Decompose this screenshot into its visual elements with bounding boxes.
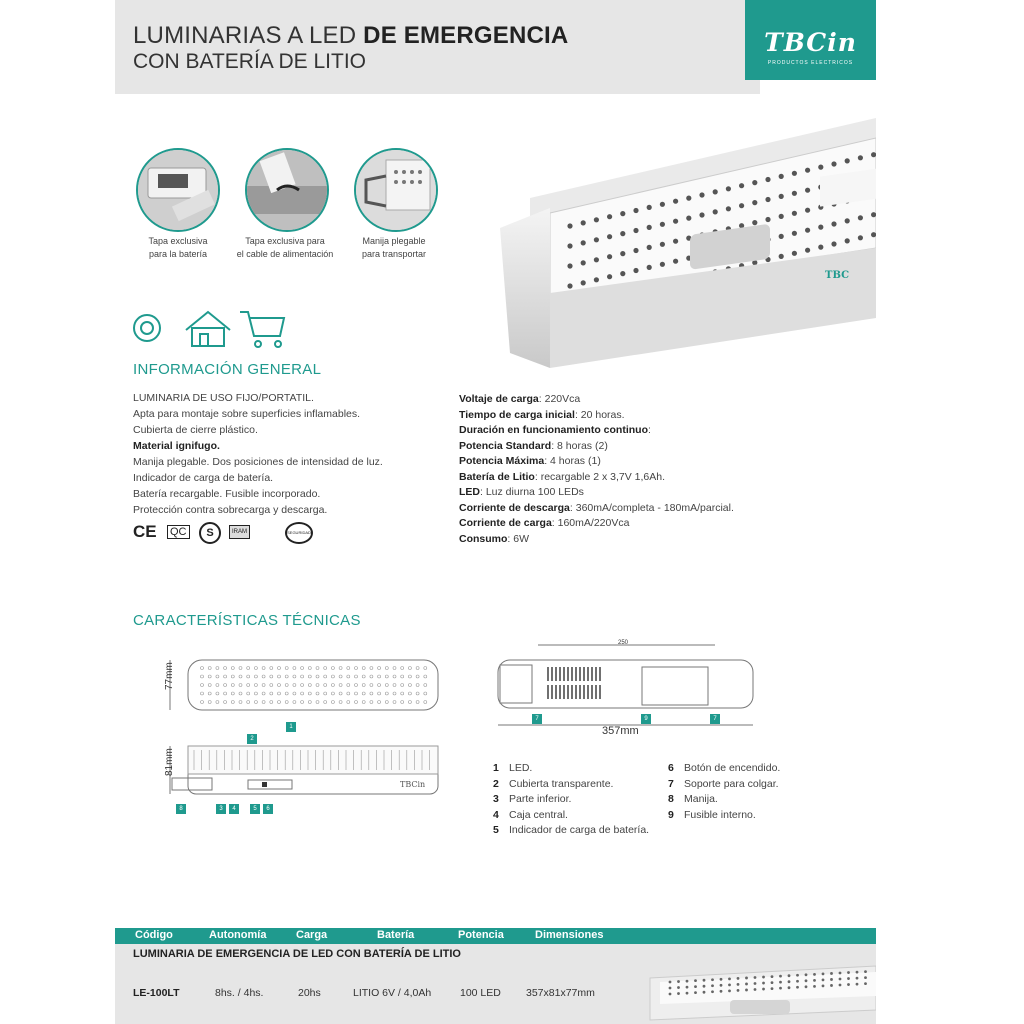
spec-value: : 360mA/completa - 180mA/parcial. bbox=[569, 501, 734, 514]
table-led-dot bbox=[677, 992, 680, 995]
spec-label: Tiempo de carga inicial bbox=[459, 408, 575, 421]
led-dot bbox=[699, 212, 704, 217]
handle-illustration bbox=[356, 150, 436, 230]
legend-text: Botón de encendido. bbox=[684, 762, 781, 774]
spec-value: : 160mA/220Vca bbox=[551, 517, 630, 529]
table-led-dot bbox=[762, 988, 765, 991]
side-height-label: 81mm bbox=[164, 748, 175, 776]
led-dot bbox=[805, 248, 810, 253]
legend-text: Manija. bbox=[684, 793, 718, 805]
table-led-dot bbox=[771, 987, 774, 990]
marker-5: 5 bbox=[250, 804, 260, 814]
table-led-dot bbox=[805, 979, 808, 982]
table-led-dot bbox=[822, 973, 825, 976]
led-dot bbox=[779, 254, 784, 259]
led-dot bbox=[660, 262, 665, 267]
table-led-dot bbox=[856, 977, 859, 980]
table-led-dot bbox=[856, 983, 859, 986]
general-info-line: Manija plegable. Dos posiciones de intensidad de luz. bbox=[133, 456, 383, 468]
product-photo bbox=[490, 98, 876, 370]
spec-label: Duración en funcionamiento continuo bbox=[459, 424, 648, 436]
led-dot bbox=[726, 206, 731, 211]
logo-subtitle: PRODUCTOS ELECTRICOS bbox=[767, 60, 854, 66]
general-info-line: Batería recargable. Fusible incorporado. bbox=[133, 488, 321, 500]
cable-cover-photo bbox=[245, 148, 329, 232]
legend-item bbox=[668, 808, 848, 824]
table-led-dot bbox=[745, 983, 748, 986]
table-led-dot bbox=[822, 979, 825, 982]
table-led-dot bbox=[839, 984, 842, 987]
table-led-dot bbox=[796, 986, 799, 989]
led-dot bbox=[831, 161, 836, 166]
led-dot bbox=[607, 274, 612, 279]
legend-text: Parte inferior. bbox=[509, 793, 572, 805]
led-dot bbox=[871, 212, 876, 217]
marker-2: 2 bbox=[247, 734, 257, 744]
spec-item bbox=[459, 501, 859, 517]
led-dot bbox=[779, 174, 784, 179]
led-dot bbox=[594, 277, 599, 282]
spec-label: Consumo bbox=[459, 532, 508, 545]
table-led-dot bbox=[669, 987, 672, 990]
legend-item bbox=[493, 777, 673, 793]
table-led-dot bbox=[839, 978, 842, 981]
led-dot bbox=[858, 155, 863, 160]
feature-caption-1: Tapa exclusiva para la batería bbox=[148, 236, 208, 259]
marker-4: 4 bbox=[229, 804, 239, 814]
led-dot bbox=[779, 194, 784, 199]
table-led-dot bbox=[669, 981, 672, 984]
logo-text: TBCin bbox=[764, 28, 857, 57]
led-dot bbox=[792, 171, 797, 176]
led-dot bbox=[792, 231, 797, 236]
led-dot bbox=[871, 232, 876, 237]
col-codigo: Código bbox=[135, 929, 173, 941]
marker-8: 8 bbox=[176, 804, 186, 814]
page-title: LUMINARIAS A LED DE EMERGENCIA bbox=[133, 22, 569, 49]
spec-item bbox=[459, 454, 859, 470]
general-info-line: Material ignifugo. bbox=[133, 440, 220, 452]
spec-item bbox=[459, 439, 859, 455]
table-led-dot bbox=[788, 986, 791, 989]
table-led-dot bbox=[813, 979, 816, 982]
table-led-dot bbox=[754, 988, 757, 991]
led-dot bbox=[871, 152, 876, 157]
legend-item bbox=[493, 823, 673, 839]
led-dot bbox=[831, 221, 836, 226]
marker-7-left: 7 bbox=[532, 714, 542, 724]
table-led-dot bbox=[771, 975, 774, 978]
table-led-dot bbox=[720, 990, 723, 993]
spec-value: : Luz diurna 100 LEDs bbox=[480, 486, 584, 498]
led-dot bbox=[594, 237, 599, 242]
led-dot bbox=[647, 205, 652, 210]
led-dot bbox=[660, 202, 665, 207]
cell-autonomia: 8hs. / 4hs. bbox=[215, 987, 264, 999]
spec-label: Potencia Máxima bbox=[459, 455, 545, 467]
spec-label: LED bbox=[459, 486, 480, 498]
led-dot bbox=[845, 158, 850, 163]
front-side-drawings bbox=[140, 650, 450, 840]
led-dot bbox=[647, 245, 652, 250]
led-dot bbox=[581, 220, 586, 225]
table-led-dot bbox=[703, 991, 706, 994]
led-dot bbox=[581, 240, 586, 245]
table-led-dot bbox=[830, 978, 833, 981]
led-dot bbox=[660, 242, 665, 247]
led-dot bbox=[620, 271, 625, 276]
marker-6: 6 bbox=[263, 804, 273, 814]
spec-value: : 4 horas (1) bbox=[544, 455, 601, 467]
led-dot bbox=[818, 245, 823, 250]
table-led-dot bbox=[796, 980, 799, 983]
cell-carga: 20hs bbox=[298, 987, 321, 999]
table-led-dot bbox=[771, 981, 774, 984]
led-dot bbox=[686, 196, 691, 201]
width-label: 357mm bbox=[602, 725, 639, 737]
led-dot bbox=[779, 234, 784, 239]
table-led-dot bbox=[728, 989, 731, 992]
table-led-dot bbox=[711, 978, 714, 981]
table-led-dot bbox=[745, 989, 748, 992]
battery-cover-illustration bbox=[138, 150, 218, 230]
led-dot bbox=[673, 219, 678, 224]
legend-right bbox=[668, 761, 848, 823]
table-led-dot bbox=[813, 973, 816, 976]
icon-row bbox=[130, 308, 290, 350]
marker-9: 9 bbox=[641, 714, 651, 724]
led-dot bbox=[699, 192, 704, 197]
table-led-dot bbox=[737, 977, 740, 980]
table-led-dot bbox=[788, 974, 791, 977]
legend-left bbox=[493, 761, 673, 839]
legend-number: 6 bbox=[668, 762, 674, 774]
spec-value: : 6W bbox=[507, 532, 530, 545]
led-dot bbox=[581, 260, 586, 265]
home-icon bbox=[186, 312, 230, 346]
led-dot bbox=[620, 251, 625, 256]
table-led-dot bbox=[779, 987, 782, 990]
legend-item bbox=[668, 792, 848, 808]
col-bateria: Batería bbox=[377, 929, 415, 941]
spec-item bbox=[459, 485, 859, 501]
general-info-line: Indicador de carga de batería. bbox=[133, 472, 274, 484]
spec-item bbox=[459, 516, 859, 532]
legend-number: 2 bbox=[493, 777, 499, 790]
table-led-dot bbox=[864, 976, 867, 979]
legend-number: 1 bbox=[493, 762, 499, 774]
led-dot bbox=[567, 223, 572, 228]
led-dot bbox=[858, 215, 863, 220]
table-led-dot bbox=[728, 977, 731, 980]
cell-bateria: LITIO 6V / 4,0Ah bbox=[353, 987, 432, 999]
col-carga: Carga bbox=[296, 929, 328, 941]
table-led-dot bbox=[822, 985, 825, 988]
led-dot bbox=[765, 197, 770, 202]
general-info-line: Apta para montaje sobre superficies inflamables. bbox=[133, 408, 361, 420]
legend-text: Soporte para colgar. bbox=[684, 777, 779, 790]
battery-cover-photo bbox=[136, 148, 220, 232]
led-dot bbox=[726, 186, 731, 191]
led-dot bbox=[845, 238, 850, 243]
col-dimensiones: Dimensiones bbox=[535, 929, 604, 941]
front-height-label: 77mm bbox=[164, 662, 175, 690]
handle-photo bbox=[354, 148, 438, 232]
feature-caption-2: Tapa exclusiva para el cable de alimentación bbox=[236, 236, 334, 259]
led-dot bbox=[607, 254, 612, 259]
spec-value: : recargable 2 x 3,7V 1,6Ah. bbox=[534, 470, 666, 483]
s-mark: S bbox=[199, 522, 221, 544]
col-potencia: Potencia bbox=[458, 929, 504, 941]
led-dot bbox=[647, 265, 652, 270]
spec-item bbox=[459, 392, 859, 408]
table-led-dot bbox=[864, 970, 867, 973]
table-led-dot bbox=[788, 980, 791, 983]
table-led-dot bbox=[669, 993, 672, 996]
legend-number: 4 bbox=[493, 808, 499, 821]
led-dot bbox=[633, 228, 638, 233]
cell-dimensiones: 357x81x77mm bbox=[526, 987, 595, 999]
table-led-dot bbox=[720, 978, 723, 981]
marker-3: 3 bbox=[216, 804, 226, 814]
table-header bbox=[115, 928, 876, 944]
general-info-line: Protección contra sobrecarga y descarga. bbox=[133, 504, 328, 516]
table-led-dot bbox=[686, 992, 689, 995]
table-led-dot bbox=[694, 979, 697, 982]
led-dot bbox=[594, 257, 599, 262]
led-dot bbox=[673, 199, 678, 204]
gear-icon bbox=[134, 315, 160, 341]
qc-mark: QC bbox=[167, 525, 190, 539]
back-drawing bbox=[490, 635, 770, 745]
legend-text: Cubierta transparente. bbox=[509, 777, 614, 790]
led-dot bbox=[567, 283, 572, 288]
led-dot bbox=[845, 218, 850, 223]
table-led-dot bbox=[805, 973, 808, 976]
hole-distance-label: 250 bbox=[618, 640, 629, 646]
legend-item bbox=[668, 761, 848, 777]
spec-value: : 220Vca bbox=[538, 393, 581, 405]
table-product-photo bbox=[640, 960, 876, 1024]
table-subtitle: LUMINARIA DE EMERGENCIA DE LED CON BATERÍA DE LITIO bbox=[133, 948, 461, 960]
technical-heading: CARACTERÍSTICAS TÉCNICAS bbox=[133, 612, 361, 629]
spec-item bbox=[459, 532, 859, 548]
feature-caption-3: Manija plegable para transportar bbox=[361, 236, 427, 259]
legend-text: LED. bbox=[509, 762, 533, 774]
led-dot bbox=[779, 214, 784, 219]
marker-1: 1 bbox=[286, 722, 296, 732]
spec-list bbox=[459, 392, 859, 547]
led-dot bbox=[660, 222, 665, 227]
general-info-list bbox=[133, 390, 433, 518]
cable-cover-illustration bbox=[247, 150, 327, 230]
table-led-dot bbox=[847, 971, 850, 974]
led-dot bbox=[792, 211, 797, 216]
table-led-dot bbox=[856, 971, 859, 974]
table-led-dot bbox=[779, 981, 782, 984]
led-dot bbox=[647, 225, 652, 230]
table-led-dot bbox=[796, 974, 799, 977]
cell-codigo: LE-100LT bbox=[133, 987, 180, 999]
led-dot bbox=[673, 259, 678, 264]
table-led-dot bbox=[711, 990, 714, 993]
spec-label: Voltaje de carga bbox=[459, 393, 539, 405]
led-dot bbox=[805, 208, 810, 213]
iram-mark: IRAM bbox=[229, 525, 250, 539]
table-led-dot bbox=[813, 985, 816, 988]
table-led-dot bbox=[694, 985, 697, 988]
legend-item bbox=[493, 808, 673, 824]
led-dot bbox=[765, 217, 770, 222]
legend-item bbox=[668, 777, 848, 793]
table-led-dot bbox=[830, 984, 833, 987]
spec-item bbox=[459, 408, 859, 424]
certification-logos bbox=[133, 522, 333, 544]
table-led-dot bbox=[847, 983, 850, 986]
led-dot bbox=[831, 241, 836, 246]
spec-label: Potencia Standard bbox=[459, 439, 552, 452]
led-dot bbox=[713, 189, 718, 194]
table-led-dot bbox=[686, 980, 689, 983]
led-dot bbox=[739, 183, 744, 188]
brand-logo bbox=[745, 0, 876, 80]
led-dot bbox=[607, 234, 612, 239]
led-dot bbox=[805, 168, 810, 173]
led-dot bbox=[818, 225, 823, 230]
spec-item bbox=[459, 470, 859, 486]
led-dot bbox=[818, 165, 823, 170]
led-dot bbox=[633, 268, 638, 273]
cart-icon bbox=[240, 312, 284, 347]
led-dot bbox=[673, 239, 678, 244]
led-dot bbox=[752, 200, 757, 205]
table-led-dot bbox=[728, 983, 731, 986]
table-led-dot bbox=[754, 982, 757, 985]
led-dot bbox=[713, 209, 718, 214]
spec-label: Corriente de descarga bbox=[459, 501, 570, 514]
led-dot bbox=[581, 280, 586, 285]
legend-number: 7 bbox=[668, 777, 674, 790]
table-led-dot bbox=[703, 985, 706, 988]
table-led-dot bbox=[830, 972, 833, 975]
led-dot bbox=[633, 248, 638, 253]
spec-value: : 20 horas. bbox=[574, 408, 625, 421]
safety-mark: SEGURIDAD bbox=[285, 522, 313, 544]
led-dot bbox=[620, 231, 625, 236]
led-dot bbox=[752, 180, 757, 185]
general-info-line: Cubierta de cierre plástico. bbox=[133, 424, 258, 436]
table-led-dot bbox=[779, 975, 782, 978]
table-led-dot bbox=[754, 976, 757, 979]
led-dot bbox=[858, 235, 863, 240]
legend-item bbox=[493, 792, 673, 808]
legend-text: Caja central. bbox=[509, 808, 568, 821]
table-led-dot bbox=[677, 986, 680, 989]
table-led-dot bbox=[737, 983, 740, 986]
led-dot bbox=[607, 214, 612, 219]
spec-item bbox=[459, 423, 859, 439]
table-led-dot bbox=[737, 989, 740, 992]
table-led-dot bbox=[694, 991, 697, 994]
table-led-dot bbox=[720, 984, 723, 987]
led-dot bbox=[567, 243, 572, 248]
table-led-dot bbox=[864, 982, 867, 985]
marker-7-right: 7 bbox=[710, 714, 720, 724]
led-dot bbox=[739, 203, 744, 208]
cell-potencia: 100 LED bbox=[460, 987, 501, 999]
table-led-dot bbox=[762, 976, 765, 979]
legend-number: 3 bbox=[493, 793, 499, 805]
led-dot bbox=[620, 211, 625, 216]
table-led-dot bbox=[847, 977, 850, 980]
table-led-dot bbox=[805, 985, 808, 988]
legend-number: 9 bbox=[668, 808, 674, 821]
col-autonomia: Autonomía bbox=[209, 929, 267, 941]
table-led-dot bbox=[711, 984, 714, 987]
led-dot bbox=[792, 251, 797, 256]
page-subtitle: CON BATERÍA DE LITIO bbox=[133, 50, 366, 73]
led-dot bbox=[805, 228, 810, 233]
side-view-logo: TBCin bbox=[400, 780, 426, 789]
legend-text: Fusible interno. bbox=[684, 808, 756, 821]
table-led-dot bbox=[703, 979, 706, 982]
table-led-dot bbox=[839, 972, 842, 975]
legend-number: 8 bbox=[668, 793, 674, 805]
led-dot bbox=[567, 263, 572, 268]
general-info-line: LUMINARIA DE USO FIJO/PORTATIL. bbox=[133, 392, 314, 404]
legend-item bbox=[493, 761, 673, 777]
legend-text: Indicador de carga de batería. bbox=[509, 824, 650, 836]
led-dot bbox=[594, 217, 599, 222]
general-info-heading: INFORMACIÓN GENERAL bbox=[133, 361, 322, 378]
table-led-dot bbox=[677, 980, 680, 983]
led-dot bbox=[686, 216, 691, 221]
led-dot bbox=[752, 220, 757, 225]
ce-mark: CE bbox=[133, 522, 157, 541]
table-led-dot bbox=[686, 986, 689, 989]
table-led-dot bbox=[745, 977, 748, 980]
spec-value: : 8 horas (2) bbox=[551, 439, 608, 452]
led-dot bbox=[792, 191, 797, 196]
spec-label: Batería de Litio bbox=[459, 470, 535, 483]
led-dot bbox=[633, 208, 638, 213]
legend-number: 5 bbox=[493, 824, 499, 836]
product-photo-logo: TBC bbox=[825, 270, 850, 281]
led-dot bbox=[805, 188, 810, 193]
spec-value: : bbox=[648, 424, 651, 436]
spec-label: Corriente de carga bbox=[459, 517, 552, 529]
led-dot bbox=[765, 177, 770, 182]
table-led-dot bbox=[762, 982, 765, 985]
